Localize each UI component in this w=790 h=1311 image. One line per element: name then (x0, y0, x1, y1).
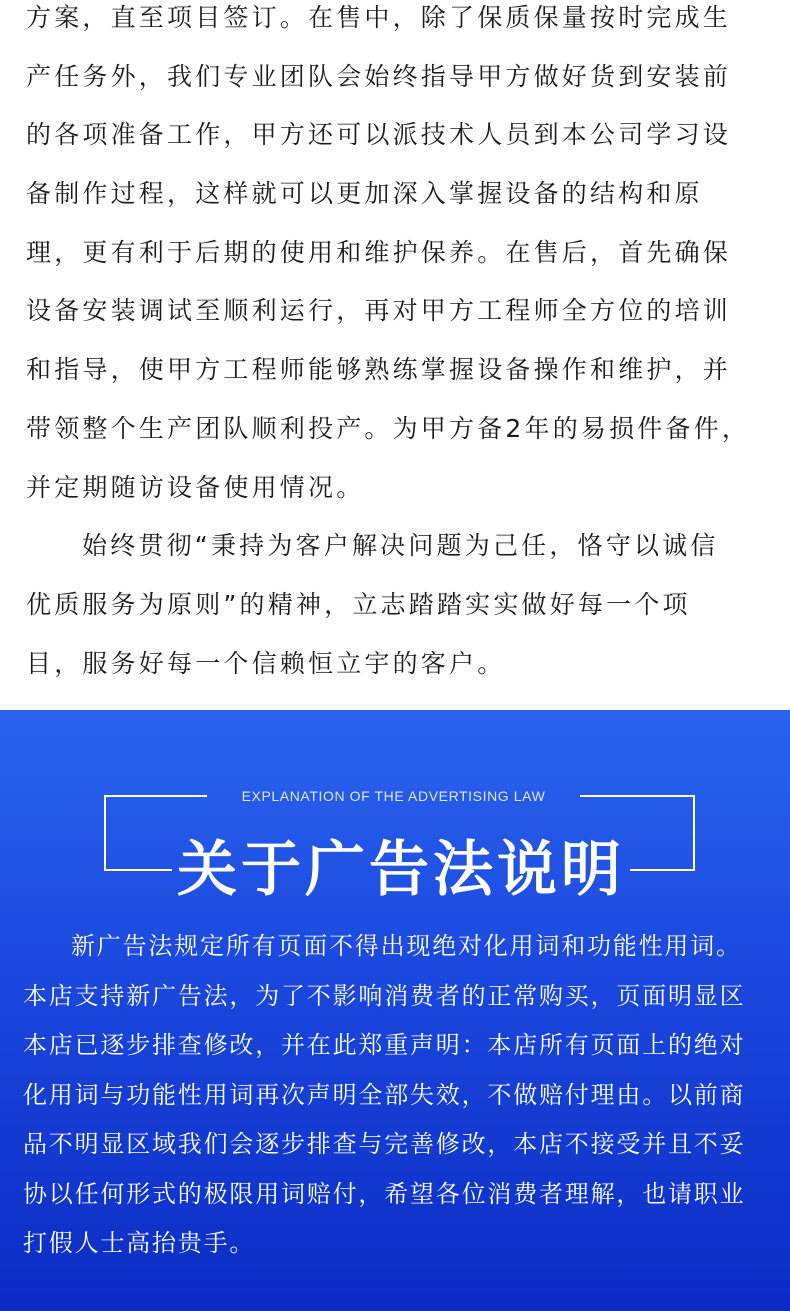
frame-line (580, 795, 695, 797)
statement-line: 打假人士高抬贵手。 (23, 1229, 256, 1257)
paragraph-line: 备制作过程，这样就可以更加深入掌握设备的结构和原 (26, 179, 703, 209)
frame-line (104, 795, 207, 797)
statement-line: 协以任何形式的极限用词赔付，希望各位消费者理解，也请职业 (23, 1179, 746, 1208)
paragraph-line: 始终贯彻“秉持为客户解决问题为己任，恪守以诚信 (82, 531, 719, 561)
paragraph-line: 设备安装调试至顺利运行，再对甲方工程师全方位的培训 (26, 296, 732, 326)
paragraph-line: 带领整个生产团队顺利投产。为甲方备2年的易损件备件， (26, 413, 751, 443)
law-statement (23, 922, 773, 1269)
statement-line: 品不明显区域我们会逐步排查与完善修改，本店不接受并且不妥 (23, 1130, 746, 1158)
paragraph-line: 和指导，使甲方工程师能够熟练掌握设备操作和维护，并 (26, 355, 732, 385)
paragraph-line: 优质服务为原则”的精神，立志踏踏实实做好每一个项 (26, 589, 691, 619)
paragraph-line: 目，服务好每一个信赖恒立宇的客户。 (26, 648, 506, 678)
statement-line: 新广告法规定所有页面不得出现绝对化用词和功能性用词。 (71, 932, 742, 960)
frame-line (104, 795, 106, 871)
frame-line (693, 795, 695, 871)
frame-line (630, 869, 695, 871)
advertising-law-section (0, 710, 790, 1311)
frame-line (104, 869, 172, 871)
paragraph-line: 的各项准备工作，甲方还可以派技术人员到本公司学习设 (26, 120, 732, 150)
section-subtitle: EXPLANATION OF THE ADVERTISING LAW (241, 788, 546, 804)
service-description (26, 0, 771, 693)
paragraph-line: 并定期随访设备使用情况。 (26, 472, 365, 502)
paragraph-line: 产任务外，我们专业团队会始终指导甲方做好货到安装前 (26, 61, 732, 91)
statement-line: 本店支持新广告法，为了不影响消费者的正常购买，页面明显区 (23, 981, 746, 1010)
paragraph-line: 理，更有利于后期的使用和维护保养。在售后，首先确保 (26, 237, 732, 267)
paragraph-line: 方案，直至项目签订。在售中，除了保质保量按时完成生 (26, 3, 732, 32)
section-title: 关于广告法说明 (177, 835, 625, 905)
statement-line: 化用词与功能性用词再次声明全部失效，不做赔付理由。以前商 (23, 1080, 746, 1109)
statement-line: 本店已逐步排查修改，并在此郑重声明：本店所有页面上的绝对 (23, 1031, 746, 1059)
